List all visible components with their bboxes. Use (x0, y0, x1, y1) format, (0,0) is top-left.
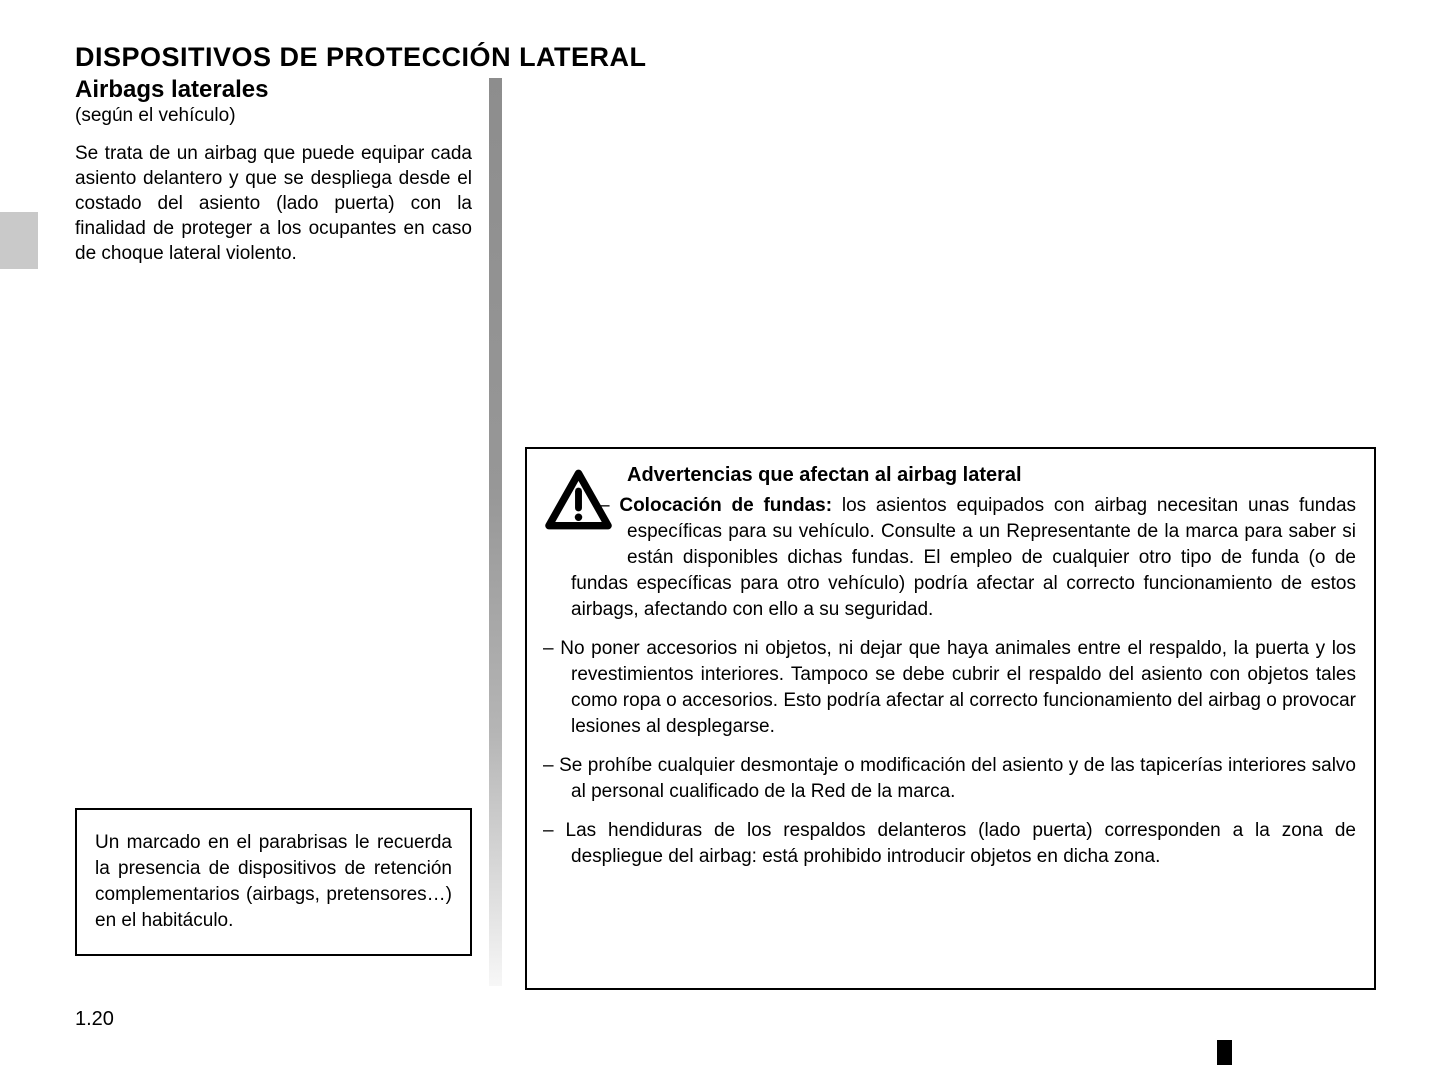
dash: – (599, 495, 610, 516)
dash: – (543, 638, 554, 659)
note-text: Un marcado en el parabrisas le recuerda la presencia de dispositivos de retención complementarios (airbags, pretensores…) en el habitáculo. (95, 832, 452, 931)
warning-item (543, 636, 1356, 740)
windscreen-note-box (75, 808, 472, 956)
page-title: DISPOSITIVOS DE PROTECCIÓN LATERAL (75, 42, 647, 73)
airbag-warning-box (525, 447, 1376, 990)
warning-item-text: los asientos equipados con airbag necesitan unas fundas específicas para su vehículo. Consulte a un Representante de la marca para saber si están disponibles dichas fundas. El empleo de cualquier otro tipo de funda (o de fundas específicas para otro vehículo) podría afectar al correcto funcionamiento de estos airbags, afectando con ello a su seguridad. (571, 495, 1357, 620)
warning-item (543, 753, 1356, 805)
warning-item-text: Las hendiduras de los respaldos delanteros (lado puerta) corresponden a la zona de despliegue del airbag: está prohibido introducir objetos en dicha zona. (565, 820, 1357, 867)
print-registration-marker (1217, 1040, 1232, 1065)
warning-box-title: Advertencias que afectan al airbag lateral (627, 464, 1022, 486)
dash: – (543, 755, 554, 776)
warning-item-lead: Colocación de fundas: (619, 495, 833, 516)
column-separator (489, 78, 502, 986)
warning-item (543, 493, 1356, 623)
warning-item-text: No poner accesorios ni objetos, ni dejar que haya animales entre el respaldo, la puerta y los revestimientos interiores. Tampoco se debe cubrir el respaldo del asiento con objetos tales como ropa o accesorios. Esto podría afectar al correcto funcionamiento del airbag o provocar lesiones al desplegarse. (560, 638, 1356, 737)
chapter-tab-marker (0, 212, 38, 269)
warning-item-text: Se prohíbe cualquier desmontaje o modificación del asiento y de las tapicerías interiores salvo al personal cualificado de la Red de la marca. (559, 755, 1357, 802)
section-subheading: (según el vehículo) (75, 105, 236, 126)
dash: – (543, 820, 554, 841)
intro-paragraph: Se trata de un airbag que puede equipar cada asiento delantero y que se despliega desde el costado del asiento (lado puerta) con la finalidad de proteger a los ocupantes en caso de choque lateral violento. (75, 143, 472, 264)
section-heading: Airbags laterales (75, 76, 269, 103)
warning-item (543, 818, 1356, 870)
left-column (75, 76, 472, 266)
page-number: 1.20 (75, 1008, 114, 1030)
